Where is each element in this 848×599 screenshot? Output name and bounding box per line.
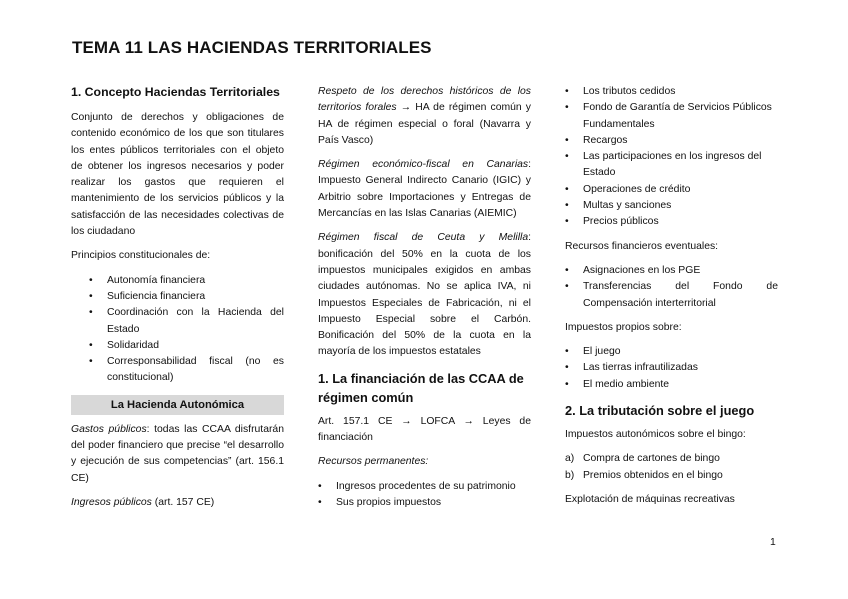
gastos-text: : todas las CCAA disfrutarán del poder financiero que precise “el desarrollo y ejecución de sus competencias” (art. 156.1 CE) bbox=[71, 423, 284, 484]
ceuta-text: : bonificación del 50% en la cuota de los impuestos municipales exigidos en ambas ciudades autónomas. No se aplica IVA, ni Impuestos Especiales de Fabricación, ni el Impuesto Especial sobre el Carbón. Bonificación del 50% de la cuota en la mayoría de los impuestos estatales bbox=[318, 232, 531, 358]
principles-list bbox=[71, 273, 284, 387]
list-item: • Coordinación con la Hacienda del Estado bbox=[71, 305, 284, 338]
column-1 bbox=[71, 84, 284, 519]
eventuales-list bbox=[565, 263, 778, 312]
gastos-paragraph bbox=[71, 422, 284, 487]
respeto-paragraph bbox=[318, 84, 531, 149]
list-marker: a) bbox=[565, 453, 575, 465]
section-heading-financiacion: 1. La financiación de las CCAA de régimen común bbox=[318, 370, 524, 405]
recursos-list bbox=[318, 479, 531, 512]
ingresos-paragraph bbox=[71, 495, 284, 511]
list-item: • Operaciones de crédito bbox=[565, 182, 778, 198]
art-paragraph: Art. 157.1 CE → LOFCA → Leyes de financiación bbox=[318, 415, 531, 444]
ingresos-text: (art. 157 CE) bbox=[151, 496, 215, 508]
list-item: • Los tributos cedidos bbox=[565, 84, 778, 100]
list-item: • Transferencias del Fondo de Compensación interterritorial bbox=[565, 279, 778, 312]
list-item: • El juego bbox=[565, 344, 778, 360]
canarias-paragraph bbox=[318, 157, 531, 222]
list-item: • Precios públicos bbox=[565, 214, 778, 230]
list-item: • Sus propios impuestos bbox=[318, 495, 531, 511]
list-item: • Solidaridad bbox=[71, 338, 284, 354]
eventuales-label: Recursos financieros eventuales: bbox=[565, 240, 719, 252]
list-item: • Asignaciones en los PGE bbox=[565, 263, 778, 279]
list-item: • Fondo de Garantía de Servicios Públicos Fundamentales bbox=[565, 100, 778, 133]
list-marker: b) bbox=[565, 469, 575, 481]
section-heading-juego: 2. La tributación sobre el juego bbox=[565, 403, 755, 419]
propios-list bbox=[565, 344, 778, 393]
bingo-label: Impuestos autonómicos sobre el bingo: bbox=[565, 429, 746, 441]
list-item: • Multas y sanciones bbox=[565, 198, 778, 214]
propios-label: Impuestos propios sobre: bbox=[565, 321, 682, 333]
list-item: • Las participaciones en los ingresos del Estado bbox=[565, 149, 778, 182]
list-item: • Recargos bbox=[565, 133, 778, 149]
list-item-text: Premios obtenidos en el bingo bbox=[583, 469, 723, 481]
page-title: TEMA 11 LAS HACIENDAS TERRITORIALES bbox=[72, 38, 432, 57]
list-item: • Corresponsabilidad fiscal (no es constitucional) bbox=[71, 354, 284, 387]
gastos-label: Gastos públicos bbox=[71, 423, 147, 435]
respeto-text: → HA de régimen común y HA de régimen especial o foral (Navarra y País Vasco) bbox=[318, 102, 531, 146]
bingo-list bbox=[565, 451, 778, 484]
list-item bbox=[565, 468, 778, 484]
list-item: • Suficiencia financiera bbox=[71, 289, 284, 305]
shaded-heading-hacienda-autonomica: La Hacienda Autonómica bbox=[71, 395, 284, 415]
list-item: • Ingresos procedentes de su patrimonio bbox=[318, 479, 531, 495]
ceuta-italic: Régimen fiscal de Ceuta y Melilla bbox=[318, 232, 529, 244]
column-2 bbox=[318, 84, 531, 519]
section-heading-concepto: 1. Concepto Haciendas Territoriales bbox=[71, 85, 280, 99]
canarias-italic: Régimen económico-fiscal en Canarias bbox=[318, 159, 529, 171]
ingresos-label: Ingresos públicos bbox=[71, 496, 152, 508]
definition-paragraph: Conjunto de derechos y obligaciones de contenido económico de los que son titulares los entes públicos territoriales con el objeto de obtener los ingresos necesarios y poder realizar los gastos que requieren el mantenimiento de los servicios públicos y la satisfacción de las necesidades colectivas de los ciudadano bbox=[71, 112, 284, 238]
canarias-text: : Impuesto General Indirecto Canario (IGIC) y Arbitrio sobre Importaciones y Entregas de Mercancías en las Islas Canarias (AIEMIC) bbox=[318, 159, 531, 220]
page-number: 1 bbox=[770, 537, 776, 548]
recursos-label: Recursos permanentes: bbox=[318, 456, 429, 468]
respeto-italic: Respeto de los derechos históricos de los territorios forales bbox=[318, 86, 531, 114]
column-3 bbox=[565, 84, 778, 516]
list-item: • El medio ambiente bbox=[565, 377, 778, 393]
recursos-list-continued bbox=[565, 84, 778, 231]
list-item: • Las tierras infrautilizadas bbox=[565, 360, 778, 376]
list-item-text: Compra de cartones de bingo bbox=[583, 453, 720, 465]
list-item bbox=[565, 451, 778, 467]
ceuta-paragraph bbox=[318, 230, 531, 360]
maquinas-paragraph: Explotación de máquinas recreativas bbox=[565, 493, 735, 505]
list-item: • Autonomía financiera bbox=[71, 273, 284, 289]
principles-intro: Principios constitucionales de: bbox=[71, 250, 211, 262]
